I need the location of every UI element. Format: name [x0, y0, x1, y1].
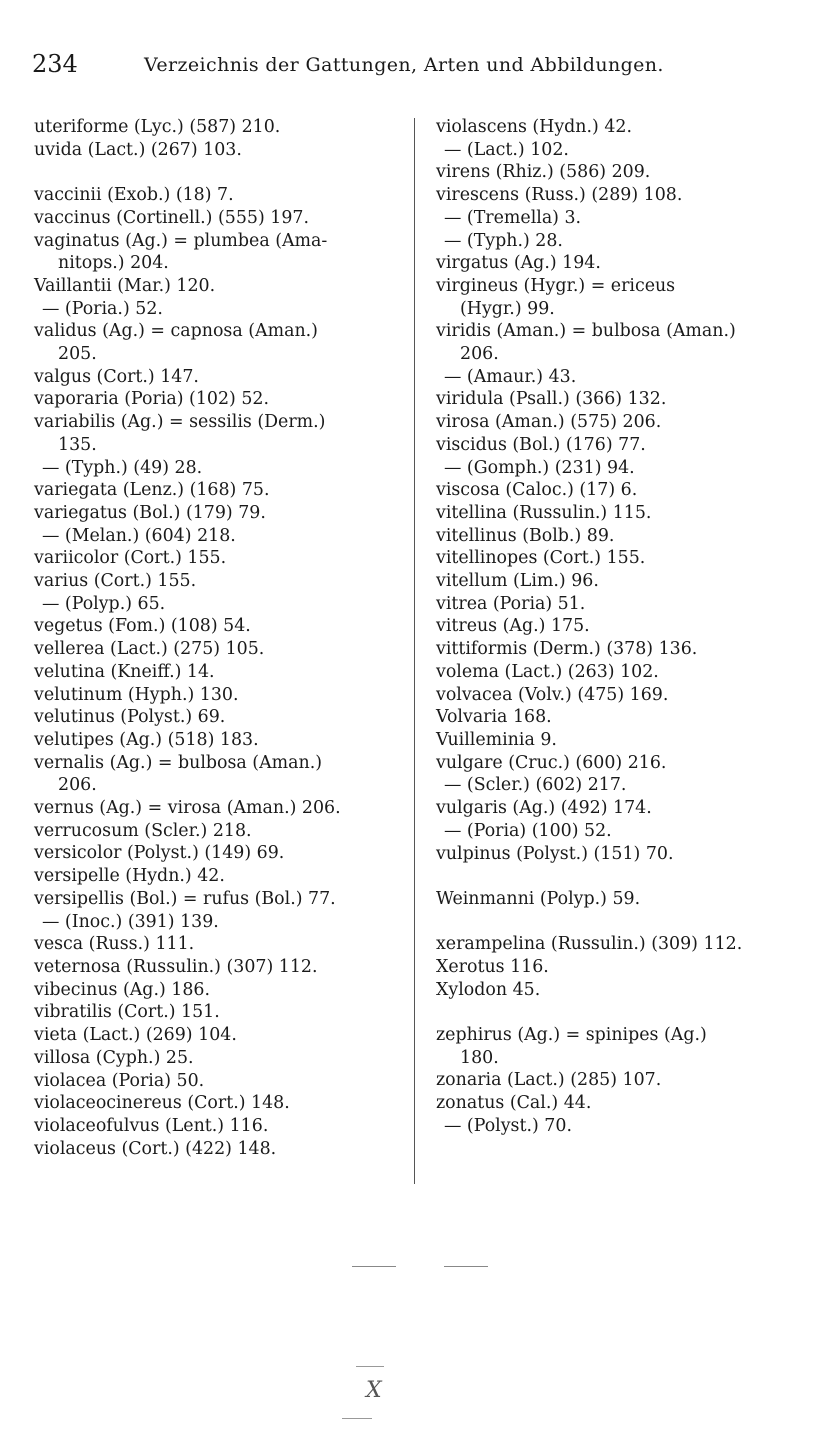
index-entry: [34, 661, 404, 684]
index-entry: [436, 729, 808, 752]
index-entry-text: versicolor (Polyst.) (149) 69.: [34, 843, 285, 864]
index-entry-text: virgatus (Ag.) 194.: [436, 253, 601, 274]
index-entry-text: vaccinii (Exob.) (18) 7.: [34, 185, 234, 206]
index-entry-text: violascens (Hydn.) 42.: [436, 117, 633, 137]
index-entry-text: vaccinus (Cortinell.) (555) 197.: [34, 207, 309, 228]
index-entry-continuation: nitops.) 204.: [58, 253, 169, 274]
index-entry: [436, 547, 808, 570]
index-entry: [436, 366, 808, 389]
index-entry-text: versipelle (Hydn.) 42.: [34, 866, 225, 887]
index-entry: [34, 457, 404, 480]
index-entry: [34, 184, 404, 207]
index-entry-text: zephirus (Ag.) = spinipes (Ag.): [436, 1025, 707, 1046]
running-title: Verzeichnis der Gattungen, Arten und Abbildungen.: [144, 54, 664, 76]
index-entry: [34, 1115, 404, 1138]
index-entry-text: velutipes (Ag.) (518) 183.: [34, 729, 259, 750]
index-entry: [34, 1138, 404, 1161]
index-entry: [436, 774, 808, 797]
index-entry-text: viridis (Aman.) = bulbosa (Aman.): [436, 321, 736, 342]
end-rule: [352, 1266, 396, 1267]
index-entry: [34, 547, 404, 570]
index-entry: [34, 207, 404, 230]
index-entry-text: xerampelina (Russulin.) (309) 112.: [436, 934, 743, 955]
index-entry-text: variabilis (Ag.) = sessilis (Derm.): [34, 412, 326, 433]
index-entry: [34, 706, 404, 729]
index-entry-continuation: 205.: [58, 344, 97, 365]
index-entry-text: vitellinopes (Cort.) 155.: [436, 548, 646, 569]
index-entry: [34, 230, 404, 275]
index-entry-text: Xylodon 45.: [436, 979, 541, 1000]
index-entry-text: vitellinus (Bolb.) 89.: [436, 525, 615, 546]
index-entry-continuation: 206.: [58, 775, 97, 796]
index-entry: [436, 116, 808, 139]
index-entry: [34, 320, 404, 365]
index-entry-text: Vaillantii (Mar.) 120.: [34, 275, 216, 296]
index-entry-text: vitellina (Russulin.) 115.: [436, 502, 652, 523]
index-entry: [436, 411, 808, 434]
index-entry-continuation: 180.: [460, 1047, 499, 1068]
index-entry-text: velutinum (Hyph.) 130.: [34, 684, 239, 705]
index-entry: [436, 502, 808, 525]
index-entry: [34, 752, 404, 797]
index-entry-text: — (Inoc.) (391) 139.: [42, 911, 219, 932]
index-entry: [436, 933, 808, 956]
index-entry: [34, 1092, 404, 1115]
index-entry-text: vesca (Russ.) 111.: [34, 934, 195, 955]
index-entry: [34, 366, 404, 389]
index-entry: [34, 1070, 404, 1093]
index-entry-text: Volvaria 168.: [436, 707, 552, 728]
index-entry-text: — (Scler.) (602) 217.: [444, 775, 627, 796]
index-column-left: [34, 116, 404, 1160]
index-entry: [436, 638, 808, 661]
index-entry-text: verrucosum (Scler.) 218.: [34, 820, 252, 841]
index-entry-text: Vuilleminia 9.: [436, 729, 557, 750]
index-entry: [436, 139, 808, 162]
index-entry: [34, 593, 404, 616]
index-entry: [34, 116, 404, 139]
index-entry-text: uvida (Lact.) (267) 103.: [34, 139, 242, 160]
index-entry: [436, 1115, 808, 1138]
index-entry-text: villosa (Cyph.) 25.: [34, 1047, 194, 1068]
index-entry: [34, 411, 404, 456]
index-entry-text: vulpinus (Polyst.) (151) 70.: [436, 843, 674, 864]
index-entry: [436, 1024, 808, 1069]
index-entry: [34, 1024, 404, 1047]
index-entry: [34, 388, 404, 411]
index-entry-text: vibecinus (Ag.) 186.: [34, 979, 211, 1000]
index-entry-text: velutina (Kneiff.) 14.: [34, 661, 215, 682]
index-entry: [436, 979, 808, 1002]
index-entry-text: — (Poria.) 52.: [42, 298, 163, 319]
index-entry: [436, 457, 808, 480]
index-entry: [436, 570, 808, 593]
index-entry: [34, 956, 404, 979]
index-entry-text: — (Polyst.) 70.: [444, 1115, 572, 1136]
index-entry-text: varius (Cort.) 155.: [34, 571, 197, 592]
index-entry: [436, 820, 808, 843]
index-entry-text: virens (Rhiz.) (586) 209.: [436, 162, 651, 183]
index-entry-text: virgineus (Hygr.) = ericeus: [436, 275, 676, 296]
index-entry: [34, 729, 404, 752]
index-entry-text: vaporaria (Poria) (102) 52.: [34, 389, 270, 410]
index-entry: [436, 252, 808, 275]
index-entry-text: validus (Ag.) = capnosa (Aman.): [34, 321, 318, 342]
index-entry-text: vegetus (Fom.) (108) 54.: [34, 616, 251, 637]
index-entry-text: volvacea (Volv.) (475) 169.: [436, 684, 669, 705]
index-entry: [436, 434, 808, 457]
index-entry: [34, 820, 404, 843]
index-entry: [34, 570, 404, 593]
index-entry-text: virosa (Aman.) (575) 206.: [436, 412, 662, 433]
index-entry-continuation: 206.: [460, 344, 499, 365]
index-entry-text: viridula (Psall.) (366) 132.: [436, 389, 667, 410]
index-entry: [436, 888, 808, 911]
index-entry-text: valgus (Cort.) 147.: [34, 366, 199, 387]
index-entry-text: — (Gomph.) (231) 94.: [444, 457, 635, 478]
index-entry-text: vittiformis (Derm.) (378) 136.: [436, 639, 698, 660]
index-entry-text: zonaria (Lact.) (285) 107.: [436, 1070, 662, 1091]
index-entry-text: vellerea (Lact.) (275) 105.: [34, 639, 265, 660]
index-entry: [34, 638, 404, 661]
index-entry: [436, 525, 808, 548]
index-entry: [34, 479, 404, 502]
index-entry: [34, 842, 404, 865]
index-entry-text: vitreus (Ag.) 175.: [436, 616, 590, 637]
index-entry: [34, 502, 404, 525]
index-entry: [436, 275, 808, 320]
index-entry: [436, 207, 808, 230]
index-entry-text: variicolor (Cort.) 155.: [34, 548, 227, 569]
index-entry-text: violaceus (Cort.) (422) 148.: [34, 1138, 277, 1159]
signature-mark: X: [366, 1378, 382, 1403]
index-entry: [436, 706, 808, 729]
index-entry-text: Weinmanni (Polyp.) 59.: [436, 888, 641, 909]
index-entry-text: vulgare (Cruc.) (600) 216.: [436, 752, 667, 773]
index-entry-text: Xerotus 116.: [436, 956, 549, 977]
index-entry: [436, 956, 808, 979]
index-entry: [436, 161, 808, 184]
index-entry-text: vernus (Ag.) = virosa (Aman.) 206.: [34, 798, 341, 819]
index-entry-text: — (Lact.) 102.: [444, 139, 569, 160]
index-entry: [34, 979, 404, 1002]
index-entry: [34, 139, 404, 162]
index-entry-text: vitrea (Poria) 51.: [436, 593, 586, 614]
index-entry: [436, 843, 808, 866]
signature-rule: [342, 1418, 372, 1419]
index-entry-text: vernalis (Ag.) = bulbosa (Aman.): [34, 752, 323, 773]
index-entry: [436, 615, 808, 638]
index-entry-text: — (Poria) (100) 52.: [444, 820, 612, 841]
index-entry-text: — (Typh.) 28.: [444, 230, 563, 251]
index-entry: [34, 684, 404, 707]
index-entry-text: vitellum (Lim.) 96.: [436, 571, 599, 592]
index-entry: [34, 1047, 404, 1070]
index-entry: [436, 388, 808, 411]
index-entry: [436, 320, 808, 365]
index-entry: [436, 479, 808, 502]
index-entry: [34, 525, 404, 548]
index-entry-text: variegata (Lenz.) (168) 75.: [34, 480, 270, 501]
index-entry-text: violaceofulvus (Lent.) 116.: [34, 1115, 269, 1136]
index-entry-text: veternosa (Russulin.) (307) 112.: [34, 957, 318, 977]
index-entry: [34, 615, 404, 638]
index-entry-text: violacea (Poria) 50.: [34, 1070, 205, 1091]
index-entry: [436, 1069, 808, 1092]
index-entry: [34, 797, 404, 820]
index-entry: [34, 911, 404, 934]
index-entry-text: virescens (Russ.) (289) 108.: [436, 185, 683, 206]
index-entry: [34, 275, 404, 298]
index-entry: [436, 593, 808, 616]
index-entry-text: vibratilis (Cort.) 151.: [34, 1002, 220, 1023]
column-divider: [414, 118, 415, 1184]
index-entry-text: variegatus (Bol.) (179) 79.: [34, 502, 266, 523]
index-entry-text: vieta (Lact.) (269) 104.: [34, 1025, 237, 1046]
index-entry-text: zonatus (Cal.) 44.: [436, 1093, 592, 1114]
signature-rule: [356, 1366, 384, 1367]
index-entry-text: vulgaris (Ag.) (492) 174.: [436, 798, 652, 819]
index-entry: [436, 184, 808, 207]
index-entry-text: — (Typh.) (49) 28.: [42, 457, 203, 478]
index-entry-text: versipellis (Bol.) = rufus (Bol.) 77.: [34, 888, 336, 909]
index-entry-text: — (Melan.) (604) 218.: [42, 525, 236, 546]
index-entry-text: — (Tremella) 3.: [444, 207, 582, 228]
index-entry: [436, 1092, 808, 1115]
index-entry-text: volema (Lact.) (263) 102.: [436, 661, 659, 682]
index-entry: [436, 752, 808, 775]
index-entry-continuation: 135.: [58, 434, 97, 455]
index-entry: [34, 888, 404, 911]
index-entry-text: — (Amaur.) 43.: [444, 366, 577, 387]
index-entry: [436, 684, 808, 707]
index-entry: [34, 865, 404, 888]
index-entry-text: violaceocinereus (Cort.) 148.: [34, 1093, 290, 1114]
end-rule: [444, 1266, 488, 1267]
index-entry: [436, 230, 808, 253]
index-entry-text: vaginatus (Ag.) = plumbea (Ama-: [34, 230, 328, 251]
index-entry-continuation: (Hygr.) 99.: [460, 298, 555, 319]
index-entry: [34, 1001, 404, 1024]
index-entry-text: viscidus (Bol.) (176) 77.: [436, 434, 646, 455]
page-number: 234: [32, 50, 78, 78]
index-entry: [34, 298, 404, 321]
index-column-right: [436, 116, 808, 1138]
page-header: [32, 50, 812, 90]
index-entry-text: velutinus (Polyst.) 69.: [34, 707, 226, 728]
index-entry-text: viscosa (Caloc.) (17) 6.: [436, 480, 638, 501]
index-entry: [436, 661, 808, 684]
index-entry: [436, 797, 808, 820]
index-entry-text: uteriforme (Lyc.) (587) 210.: [34, 117, 281, 137]
index-entry: [34, 933, 404, 956]
index-entry-text: — (Polyp.) 65.: [42, 593, 166, 614]
